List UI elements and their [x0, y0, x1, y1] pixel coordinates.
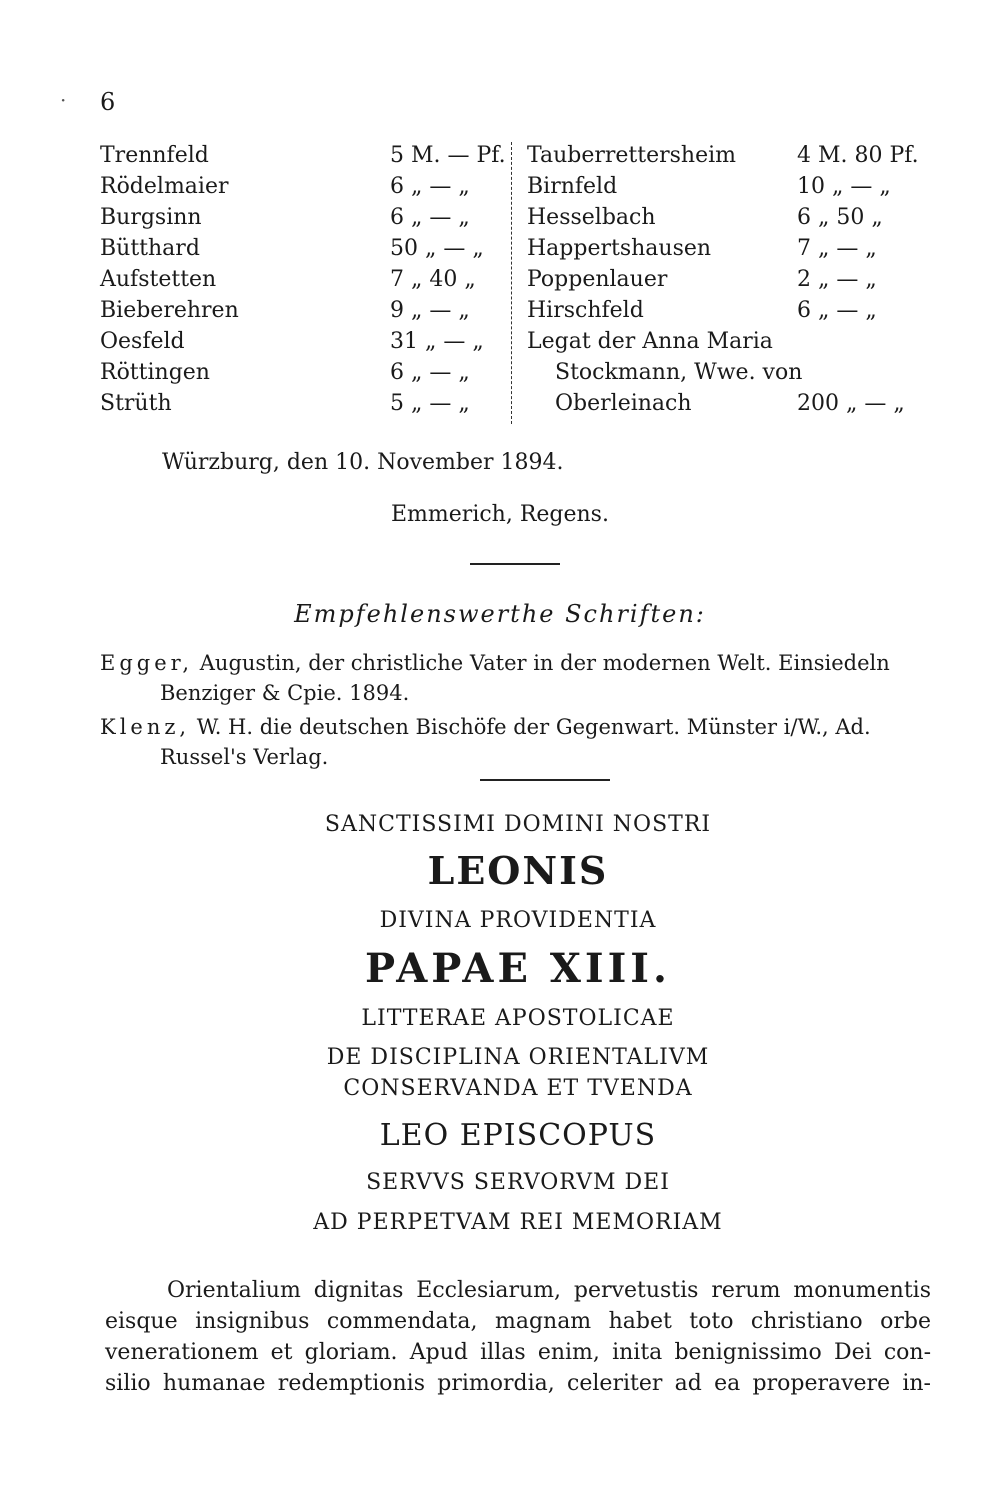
donation-row — [527, 388, 932, 419]
body-line: eisque insignibus commendata, magnam habet toto christiano orbe — [105, 1309, 931, 1334]
donation-row — [100, 171, 500, 202]
donation-row — [100, 326, 500, 357]
donation-place: Strüth — [100, 391, 172, 416]
heading-litterae-apostolicae: LITTERAE APOSTOLICAE — [361, 1006, 675, 1031]
recommendation-text-continued: Russel's Verlag. — [160, 745, 329, 769]
donation-place: Hirschfeld — [527, 298, 644, 323]
donation-row — [527, 140, 932, 171]
page-number: 6 — [100, 88, 116, 116]
donation-place: Stockmann, Wwe. von — [555, 360, 803, 385]
body-line: Orientalium dignitas Ecclesiarum, pervetustis rerum monumentis — [167, 1278, 931, 1303]
heading-servus-servorum: SERVVS SERVORVM DEI — [366, 1170, 670, 1195]
heading-ad-perpetuam: AD PERPETVAM REI MEMORIAM — [313, 1210, 723, 1235]
donations-left-column — [100, 140, 506, 419]
donation-row — [100, 295, 500, 326]
donation-row — [100, 140, 506, 171]
donation-place: Trennfeld — [100, 143, 209, 168]
donation-amount: 2 „ — „ — [797, 267, 877, 292]
heading-conservanda: CONSERVANDA ET TVENDA — [343, 1076, 693, 1101]
donation-row — [527, 357, 932, 388]
heading-sanctissimi: SANCTISSIMI DOMINI NOSTRI — [324, 812, 712, 837]
donation-row — [100, 202, 500, 233]
donation-row — [527, 326, 932, 357]
donation-place: Tauberrettersheim — [527, 143, 736, 168]
donation-row — [100, 233, 500, 264]
recommendation-entry — [100, 648, 925, 708]
dateline: Würzburg, den 10. November 1894. — [162, 450, 564, 475]
donation-row — [527, 171, 932, 202]
column-divider — [511, 142, 512, 424]
donation-amount: 200 „ — „ — [797, 391, 905, 416]
heading-papae: PAPAE XIII. — [365, 945, 671, 992]
recommendation-author: Egger, — [100, 651, 194, 675]
donation-row — [100, 264, 500, 295]
recommendation-author: Klenz, — [100, 715, 191, 739]
margin-mark: · — [60, 88, 67, 112]
donation-row — [527, 233, 932, 264]
donation-amount: 9 „ — „ — [390, 298, 470, 323]
donation-place: Hesselbach — [527, 205, 656, 230]
donation-place: Oberleinach — [555, 391, 692, 416]
section-rule — [470, 563, 560, 565]
donation-amount: 6 „ — „ — [390, 205, 470, 230]
donation-amount: 6 „ 50 „ — [797, 205, 883, 230]
donation-place: Happertshausen — [527, 236, 712, 261]
section-rule — [480, 779, 610, 781]
donation-amount: 7 „ — „ — [797, 236, 877, 261]
body-paragraph — [105, 1275, 931, 1399]
donation-row — [100, 388, 500, 419]
donation-row — [527, 295, 932, 326]
donation-place: Aufstetten — [100, 267, 217, 292]
recommendation-text-continued: Benziger & Cpie. 1894. — [160, 681, 410, 705]
donation-amount: 6 „ — „ — [390, 174, 470, 199]
heading-de-disciplina: DE DISCIPLINA ORIENTALIVM — [326, 1045, 710, 1070]
recommendations-heading: Empfehlenswerthe Schriften: — [294, 600, 706, 628]
donation-place: Poppenlauer — [527, 267, 668, 292]
donation-place: Röttingen — [100, 360, 210, 385]
recommendation-entry — [100, 712, 925, 772]
body-line: silio humanae redemptionis primordia, celeriter ad ea properavere in- — [105, 1371, 931, 1396]
donation-row — [527, 264, 932, 295]
donation-place: Birnfeld — [527, 174, 618, 199]
donations-right-column — [527, 140, 932, 419]
donation-amount: 5 M. — Pf. — [390, 143, 506, 168]
donation-row — [100, 357, 500, 388]
body-line: venerationem et gloriam. Apud illas enim, inita benignissimo Dei con- — [105, 1340, 931, 1365]
donation-place: Rödelmaier — [100, 174, 229, 199]
donation-amount: 50 „ — „ — [390, 236, 484, 261]
recommendation-text: W. H. die deutschen Bischöfe der Gegenwart. Münster i/W., Ad. — [196, 715, 871, 739]
donation-amount: 10 „ — „ — [797, 174, 891, 199]
donation-place: Burgsinn — [100, 205, 202, 230]
donation-place: Bütthard — [100, 236, 200, 261]
donation-amount: 5 „ — „ — [390, 391, 470, 416]
heading-leonis: LEONIS — [427, 848, 609, 893]
donation-amount: 6 „ — „ — [390, 360, 470, 385]
donation-place: Bieberehren — [100, 298, 239, 323]
donation-amount: 7 „ 40 „ — [390, 267, 476, 292]
heading-divina-providentia: DIVINA PROVIDENTIA — [379, 908, 657, 933]
donation-row — [527, 202, 932, 233]
donation-amount: 31 „ — „ — [390, 329, 484, 354]
donation-amount: 6 „ — „ — [797, 298, 877, 323]
donation-amount: 4 M. 80 Pf. — [797, 143, 919, 168]
signature: Emmerich, Regens. — [391, 502, 609, 527]
recommendation-text: Augustin, der christliche Vater in der modernen Welt. Einsiedeln — [199, 651, 890, 675]
donation-place: Legat der Anna Maria — [527, 329, 773, 354]
heading-leo-episcopus: LEO EPISCOPUS — [379, 1118, 657, 1153]
donation-place: Oesfeld — [100, 329, 185, 354]
